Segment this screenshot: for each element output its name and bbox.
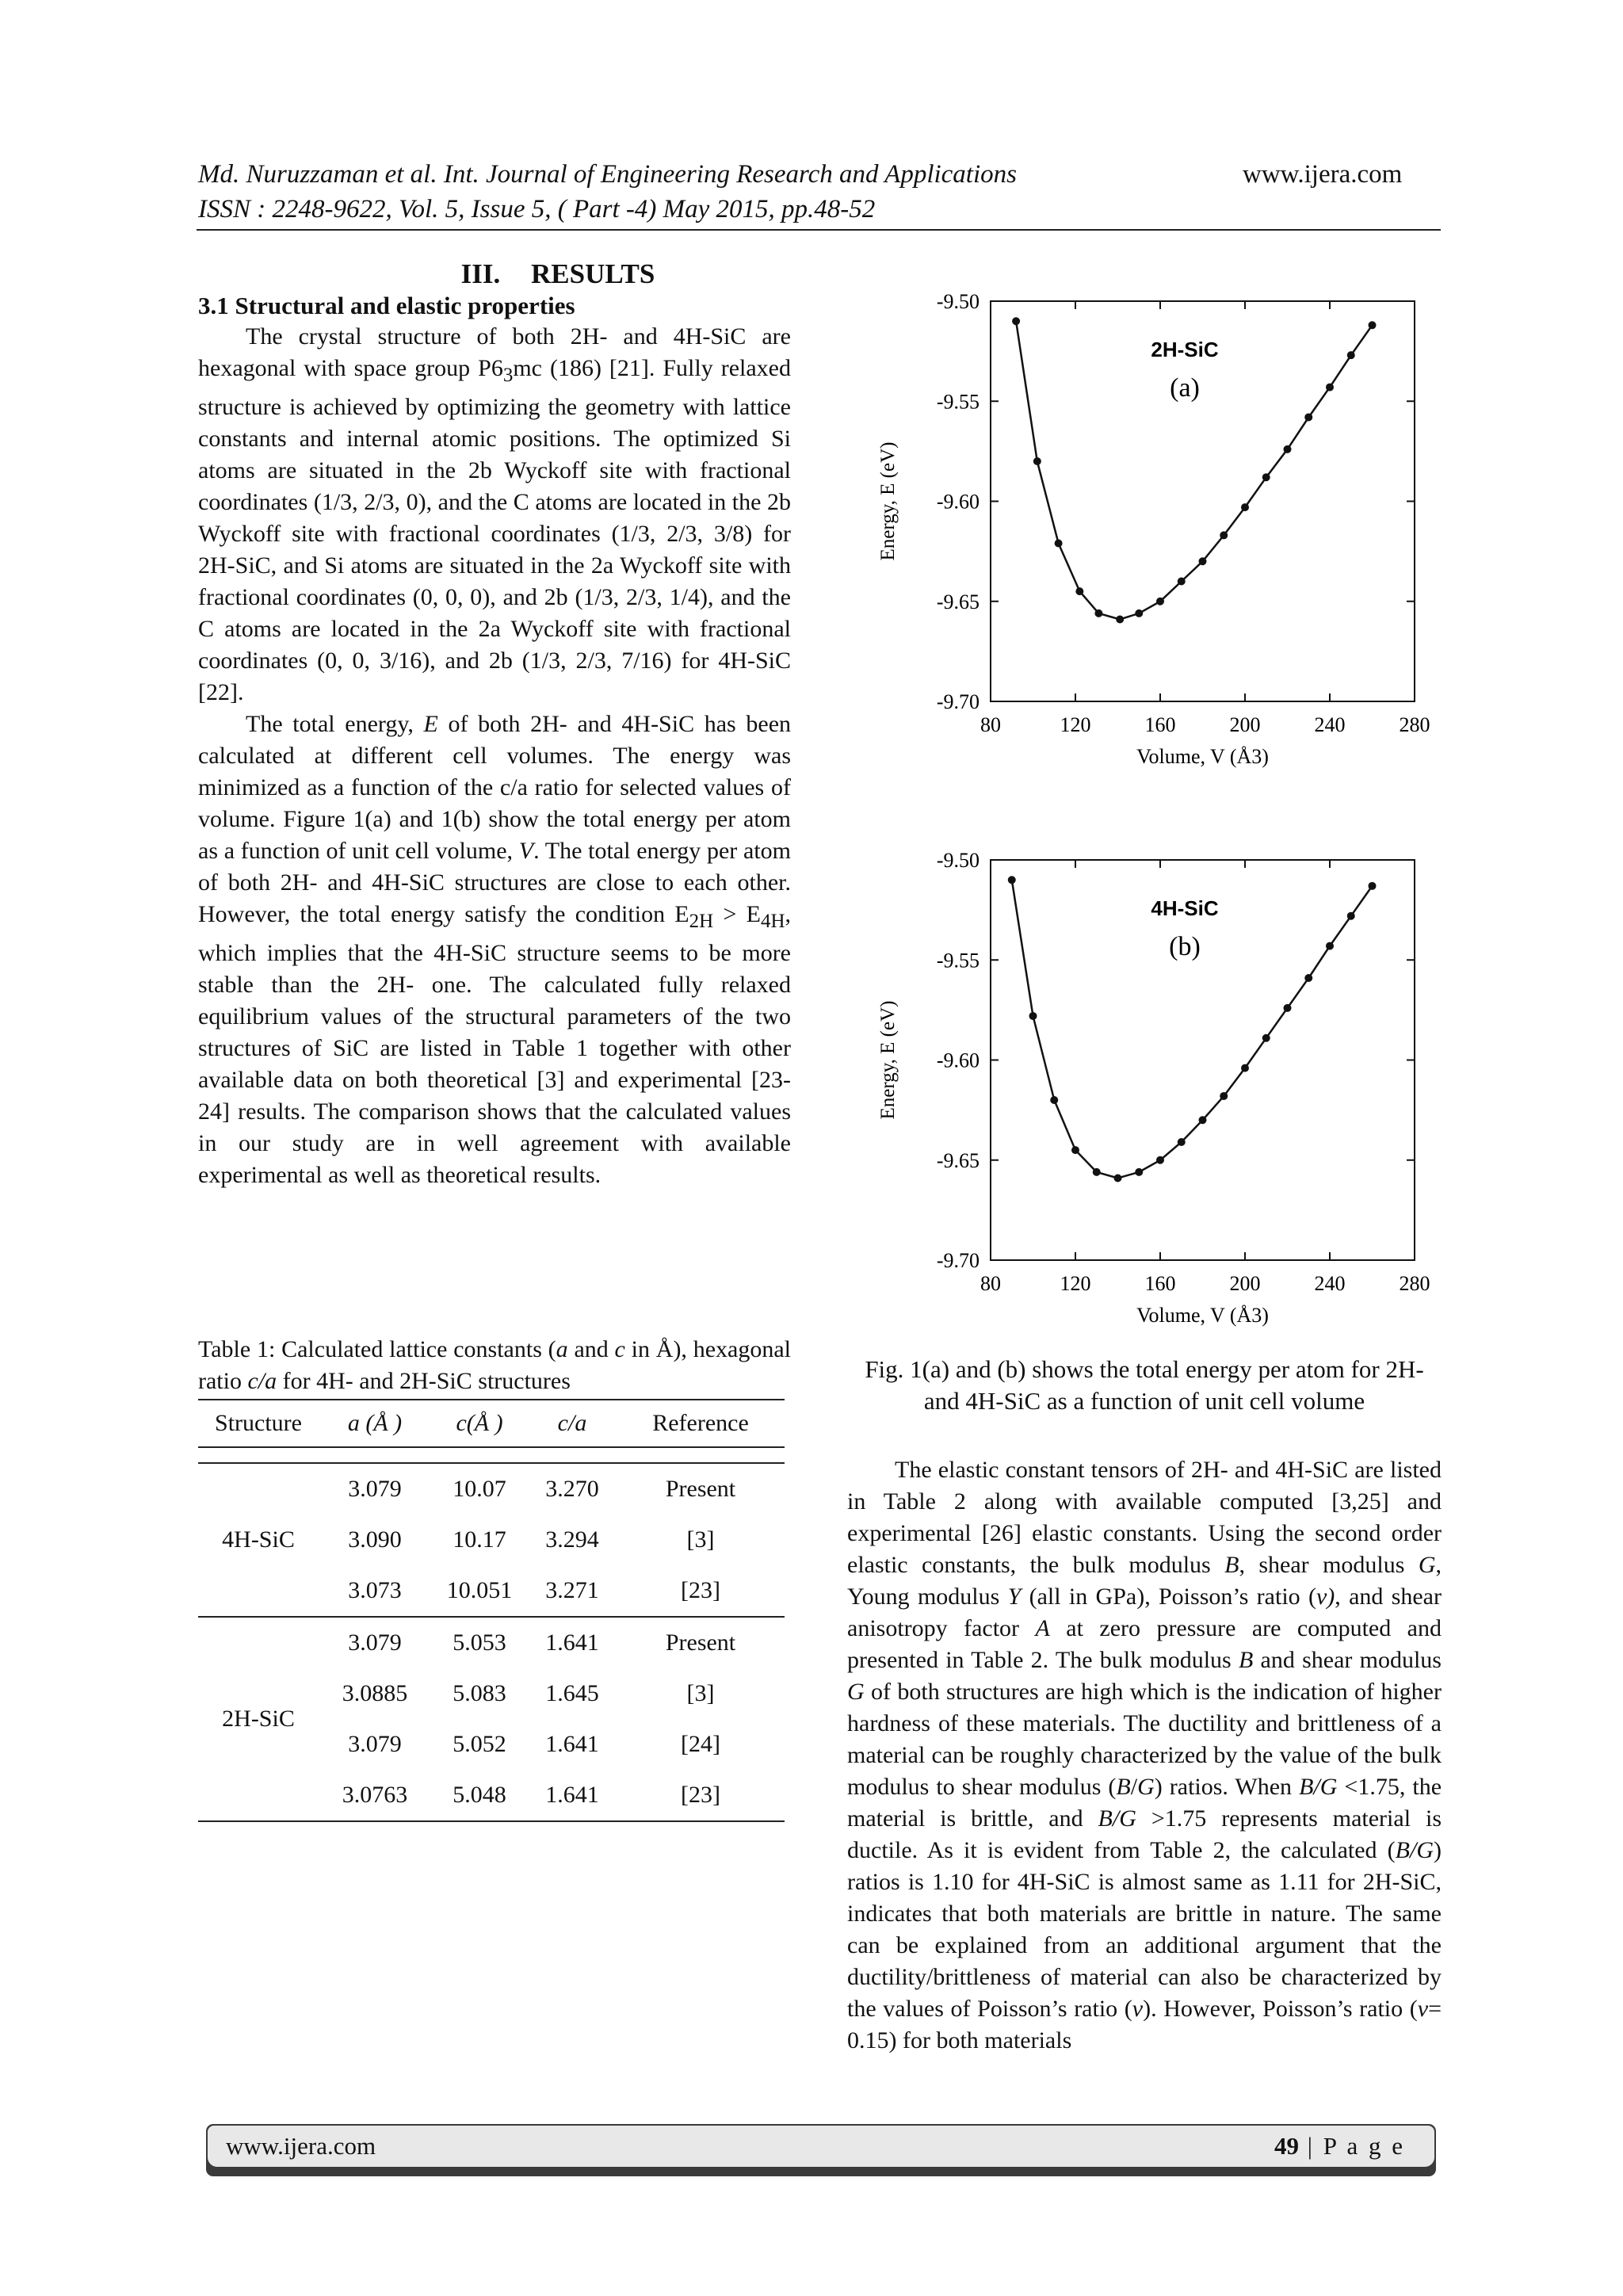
data-point bbox=[1114, 1174, 1122, 1182]
running-header-url[interactable]: www.ijera.com bbox=[1243, 160, 1403, 189]
data-point bbox=[1284, 445, 1292, 453]
cell: 10.17 bbox=[453, 1526, 506, 1553]
section-number: III. bbox=[460, 258, 501, 289]
symbol-bg: B/G bbox=[1395, 1837, 1434, 1863]
y-tick-label: -9.60 bbox=[936, 490, 980, 514]
symbol-g: G bbox=[1418, 1552, 1436, 1578]
cell: Present bbox=[617, 1617, 785, 1668]
text-span: The total energy, bbox=[246, 711, 424, 737]
data-point bbox=[1220, 531, 1228, 539]
cell: 5.052 bbox=[453, 1731, 506, 1757]
data-point bbox=[1241, 1064, 1249, 1072]
y-tick-label: -9.50 bbox=[936, 849, 980, 872]
cell: 3.079 bbox=[319, 1463, 431, 1515]
cell: [3] bbox=[686, 1526, 715, 1553]
x-tick-label: 240 bbox=[1314, 713, 1346, 736]
page-number: 49 bbox=[1274, 2132, 1299, 2160]
data-point bbox=[1326, 942, 1334, 950]
symbol-g: G bbox=[1137, 1774, 1155, 1800]
cell: 1.641 bbox=[545, 1731, 599, 1757]
text-span: ) ratios is 1.10 for 4H-SiC is almost same as 1.11 for 2H-SiC, indicates that both materials are brittle in nature. The same can be explained from an additional argument that the ductility/brittleness of material can also be characterized by the values of Poisson’s ratio ( bbox=[847, 1837, 1442, 2022]
x-tick-label: 80 bbox=[980, 1272, 1001, 1295]
panel-label: (b) bbox=[1169, 932, 1201, 961]
text-span: , and shear anisotropy factor bbox=[847, 1584, 1442, 1641]
panel-label: (a) bbox=[1170, 373, 1200, 403]
data-point bbox=[1220, 1092, 1228, 1100]
data-point bbox=[1284, 1004, 1292, 1012]
symbol-b: B bbox=[1116, 1774, 1131, 1800]
table-row bbox=[198, 1463, 785, 1515]
text-span: (all in GPa), Poisson’s ratio ( bbox=[1021, 1584, 1316, 1610]
data-point bbox=[1199, 1116, 1207, 1124]
text-span: at zero pressure are computed and presented in Table 2. The bulk modulus bbox=[847, 1615, 1442, 1673]
cell: 3.079 bbox=[348, 1731, 402, 1757]
data-point bbox=[1156, 1156, 1164, 1164]
text-span: The crystal structure of both 2H- and 4H-SiC are hexagonal with space group P6 bbox=[198, 323, 791, 381]
y-tick-label: -9.60 bbox=[936, 1049, 980, 1072]
x-tick-label: 120 bbox=[1060, 1272, 1091, 1295]
text-span: >1.75 represents material is ductile. As it is evident from Table 2, the calculated ( bbox=[847, 1805, 1442, 1863]
paragraph-elastic-constants bbox=[847, 1454, 1442, 2057]
subscript: 4H bbox=[760, 911, 785, 932]
data-point bbox=[1369, 882, 1377, 890]
cell: 1.645 bbox=[545, 1680, 599, 1706]
x-tick-label: 200 bbox=[1229, 713, 1261, 736]
cell: 3.270 bbox=[528, 1463, 617, 1515]
cell: [3] bbox=[686, 1680, 715, 1706]
data-point bbox=[1055, 540, 1063, 548]
paragraph-total-energy bbox=[198, 709, 791, 1191]
symbol-c: c bbox=[614, 1336, 625, 1362]
x-tick-label: 200 bbox=[1229, 1272, 1261, 1295]
cell: 3.079 bbox=[319, 1617, 431, 1668]
data-point bbox=[1262, 473, 1270, 481]
structure-cell-4h: 4H-SiC bbox=[198, 1463, 319, 1617]
data-point bbox=[1094, 609, 1102, 617]
cell: 3.090 bbox=[348, 1526, 402, 1553]
y-tick-label: -9.50 bbox=[936, 290, 980, 313]
cell: [23] bbox=[617, 1770, 785, 1821]
figure-1a-plot bbox=[848, 277, 1466, 769]
y-tick-label: -9.55 bbox=[936, 949, 980, 972]
x-tick-label: 280 bbox=[1399, 713, 1430, 736]
text-span: ) ratios. When bbox=[1154, 1774, 1300, 1800]
data-point bbox=[1241, 503, 1249, 511]
data-point bbox=[1008, 876, 1016, 884]
symbol-nu: v bbox=[1132, 1996, 1144, 2022]
header-reference: Reference bbox=[617, 1400, 785, 1447]
section-title: RESULTS bbox=[531, 258, 655, 289]
symbol-b: B bbox=[1224, 1552, 1239, 1578]
cell: 3.0885 bbox=[342, 1680, 408, 1706]
data-point bbox=[1135, 1168, 1143, 1176]
text-span: and bbox=[567, 1336, 615, 1362]
y-axis-label: Energy, E (eV) bbox=[877, 1000, 899, 1120]
x-axis-label: Volume, V (Å3) bbox=[1136, 1304, 1269, 1327]
text-span: The elastic constant tensors of 2H- and 4H-SiC are listed in Table 2 along with available computed [3,25] and experimental [26] elastic constants. Using the second order elastic constants, the bulk modulus bbox=[847, 1457, 1442, 1578]
text-span: in Å), hexagonal ratio bbox=[198, 1336, 791, 1394]
text-span: > E bbox=[713, 901, 761, 927]
data-point bbox=[1304, 413, 1312, 421]
cell: 1.641 bbox=[528, 1617, 617, 1668]
symbol-e: E bbox=[423, 711, 438, 737]
text-span: . The total energy per atom of both 2H- and 4H-SiC structures are close to each other. However, the total energy satisfy the condition E bbox=[198, 838, 791, 927]
spacer-cell bbox=[198, 1447, 785, 1463]
symbol-ca: c/a bbox=[247, 1368, 277, 1394]
table1-caption bbox=[198, 1334, 791, 1397]
symbol-nu: v bbox=[1417, 1996, 1429, 2022]
structure-cell-2h: 2H-SiC bbox=[198, 1617, 319, 1821]
header-a: a (Å ) bbox=[319, 1400, 431, 1447]
symbol-bg: B/G bbox=[1098, 1805, 1136, 1832]
text-span: mc (186) [21]. Fully relaxed structure is achieved by optimizing the geometry with lattice constants and internal atomic positions. The optimized Si atoms are situated in the 2b Wyckoff site with fractional coordinates (1/3, 2/3, 0), and the C atoms are located in the 2b Wyckoff site with fractional coordinates (1/3, 2/3, 3/8) for 2H-SiC, and Si atoms are situated in the 2a Wyckoff site with fractional coordinates (0, 0, 0), and 2b (1/3, 2/3, 1/4), and the C atoms are located in the 2a Wyckoff site with fractional coordinates (0, 0, 3/16), and 2b (1/3, 2/3, 7/16) for 4H-SiC [22]. bbox=[198, 355, 791, 705]
left-column bbox=[198, 258, 791, 1191]
data-point bbox=[1347, 912, 1355, 920]
header-rule bbox=[197, 229, 1441, 231]
cell: [24] bbox=[681, 1731, 720, 1757]
subscript: 2H bbox=[689, 911, 714, 932]
table-row bbox=[198, 1617, 785, 1668]
text-span: Table 1: Calculated lattice constants ( bbox=[198, 1336, 556, 1362]
data-point bbox=[1029, 1012, 1037, 1020]
footer-page-number bbox=[1274, 2130, 1405, 2162]
data-point bbox=[1135, 609, 1143, 617]
subsection-heading: 3.1 Structural and elastic properties bbox=[198, 292, 575, 319]
table-header-row bbox=[198, 1400, 785, 1447]
text-span: for 4H- and 2H-SiC structures bbox=[277, 1368, 571, 1394]
text-span: , which implies that the 4H-SiC structure seems to be more stable than the 2H- one. The calculated fully relaxed equilibrium values of the structural parameters of the two structures of SiC are listed in Table 1 together with other available data on both theoretical [3] and experimental [23-24] results. The comparison shows that the calculated values in our study are in well agreement with available experimental as well as theoretical results. bbox=[198, 901, 791, 1188]
x-tick-label: 160 bbox=[1144, 713, 1176, 736]
cell: 3.271 bbox=[545, 1577, 599, 1603]
data-point bbox=[1326, 384, 1334, 392]
cell: 5.053 bbox=[431, 1617, 528, 1668]
cell: 10.07 bbox=[431, 1463, 528, 1515]
data-point bbox=[1178, 1138, 1186, 1146]
x-tick-label: 280 bbox=[1399, 1272, 1430, 1295]
plot-title: 4H-SiC bbox=[1151, 896, 1219, 920]
x-tick-label: 80 bbox=[980, 713, 1001, 736]
cell: 3.294 bbox=[545, 1526, 599, 1553]
header-ca: c/a bbox=[528, 1400, 617, 1447]
text-span: of both 2H- and 4H-SiC has been calculated at different cell volumes. The energy was minimized as a function of the c/a ratio for selected values of volume. Figure 1(a) and 1(b) show the total energy per atom as a function of unit cell volume, bbox=[198, 711, 792, 864]
data-point bbox=[1071, 1146, 1079, 1154]
cell: Present bbox=[617, 1463, 785, 1515]
footer-url[interactable]: www.ijera.com bbox=[226, 2132, 376, 2160]
data-point bbox=[1075, 587, 1083, 595]
cell: 5.048 bbox=[431, 1770, 528, 1821]
text-span: of both structures are high which is the indication of higher hardness of these materials. The ductility and brittleness of a material can be roughly characterized by the value of the bulk modulus to shear modulus ( bbox=[847, 1679, 1442, 1800]
figure-1b-plot bbox=[848, 836, 1466, 1328]
right-column bbox=[847, 1454, 1442, 2057]
series-line bbox=[1016, 321, 1372, 619]
table1-lattice-constants bbox=[198, 1399, 785, 1822]
header-structure: Structure bbox=[198, 1400, 319, 1447]
symbol-a: a bbox=[556, 1336, 568, 1362]
footer-bar-inner bbox=[208, 2126, 1434, 2167]
text-span: = 0.15) for both materials bbox=[847, 1996, 1442, 2053]
y-tick-label: -9.55 bbox=[936, 390, 980, 414]
cell: 1.641 bbox=[528, 1770, 617, 1821]
data-point bbox=[1199, 557, 1207, 565]
data-point bbox=[1050, 1096, 1058, 1104]
symbol-nu: ν) bbox=[1316, 1584, 1335, 1610]
data-point bbox=[1116, 615, 1124, 623]
subscript: 3 bbox=[502, 365, 514, 386]
running-header-journal: Md. Nuruzzaman et al. Int. Journal of Engineering Research and Applications bbox=[198, 160, 1017, 189]
x-tick-label: 160 bbox=[1144, 1272, 1176, 1295]
text-span: <1.75, the material is brittle, and bbox=[847, 1774, 1442, 1832]
text-span: , shear modulus bbox=[1239, 1552, 1419, 1578]
running-header-issn: ISSN : 2248-9622, Vol. 5, Issue 5, ( Part -4) May 2015, pp.48-52 bbox=[198, 195, 876, 223]
y-axis-label: Energy, E (eV) bbox=[877, 441, 899, 561]
cell: 10.051 bbox=[446, 1577, 513, 1603]
text-span: and shear modulus bbox=[1253, 1647, 1442, 1673]
symbol-a: A bbox=[1035, 1615, 1050, 1641]
paragraph-crystal-structure bbox=[198, 321, 791, 709]
y-tick-label: -9.70 bbox=[936, 690, 980, 713]
text-span: , Young modulus bbox=[847, 1552, 1442, 1610]
text-span: ). However, Poisson’s ratio ( bbox=[1143, 1996, 1418, 2022]
y-tick-label: -9.65 bbox=[936, 590, 980, 613]
data-point bbox=[1156, 598, 1164, 606]
data-point bbox=[1178, 578, 1186, 586]
text-span: / bbox=[1130, 1774, 1138, 1800]
cell: 5.083 bbox=[453, 1680, 506, 1706]
symbol-g: G bbox=[847, 1679, 865, 1705]
data-point bbox=[1304, 974, 1312, 982]
cell: 3.073 bbox=[348, 1577, 402, 1603]
figure-1-caption: Fig. 1(a) and (b) shows the total energy per atom for 2H- and 4H-SiC as a function of unit cell volume bbox=[865, 1355, 1424, 1415]
plot-title: 2H-SiC bbox=[1151, 338, 1219, 361]
cell: [23] bbox=[681, 1577, 720, 1603]
data-point bbox=[1262, 1034, 1270, 1042]
cell: 3.0763 bbox=[319, 1770, 431, 1821]
header-c: c(Å ) bbox=[431, 1400, 528, 1447]
data-point bbox=[1093, 1168, 1101, 1176]
data-point bbox=[1012, 317, 1020, 325]
page-label: | P a g e bbox=[1299, 2132, 1406, 2160]
series-line bbox=[1012, 880, 1373, 1178]
x-tick-label: 120 bbox=[1060, 713, 1091, 736]
data-point bbox=[1347, 351, 1355, 359]
y-tick-label: -9.70 bbox=[936, 1249, 980, 1272]
data-point bbox=[1369, 321, 1377, 329]
symbol-v: V bbox=[518, 838, 534, 864]
symbol-y: Y bbox=[1007, 1584, 1022, 1610]
x-tick-label: 240 bbox=[1314, 1272, 1346, 1295]
symbol-b: B bbox=[1238, 1647, 1254, 1673]
data-point bbox=[1033, 457, 1041, 465]
section-heading bbox=[325, 258, 791, 291]
table-spacer bbox=[198, 1447, 785, 1463]
x-axis-label: Volume, V (Å3) bbox=[1136, 745, 1269, 768]
y-tick-label: -9.65 bbox=[936, 1148, 980, 1172]
symbol-bg: B/G bbox=[1299, 1774, 1338, 1800]
